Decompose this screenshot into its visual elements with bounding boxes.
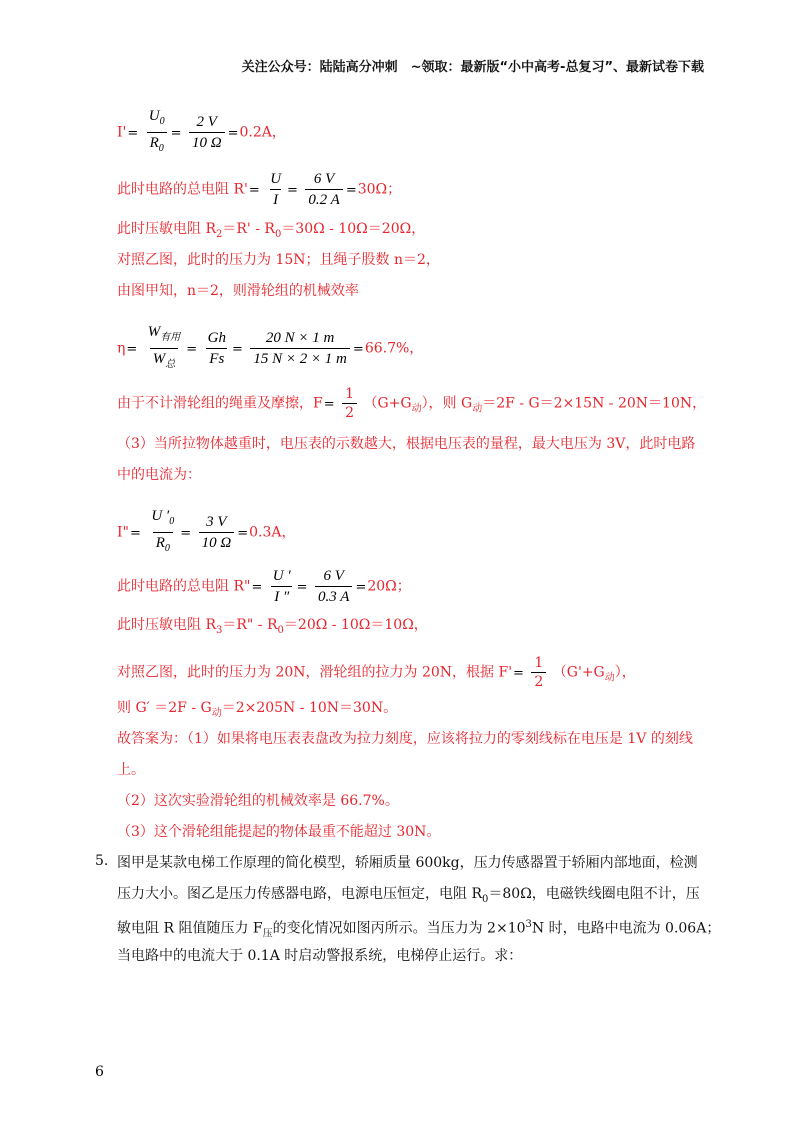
page-number: 6 xyxy=(95,1064,104,1080)
equation-efficiency: η= $\frac{W_{有用}}{W_总}$ = $\frac{Gh}{Fs}$ = $\frac{20 N \times 1 m}{15 N \times 2 \times 1 m}$ =66.7%， xyxy=(117,323,423,374)
question-text: 敏电阻 R 阻值随压力 $F_压$的变化情况如图丙所示。当压力为 $2\times 10^3N$ 时，电路中电流为 0.06A； xyxy=(117,919,721,940)
answer-line: 上。 xyxy=(117,762,145,778)
question-number: 5. xyxy=(95,853,109,869)
text-line: （3）当所拉物体越重时，电压表的示数越大，根据电压表的量程，最大电压为 3V，此时电路 xyxy=(117,436,696,452)
equation-current-i-prime: I'= $\frac{U_0}{R_0}$ = $\frac{2 V}{10 \Omega}$ =0.2A， xyxy=(117,107,286,158)
equation-current-i-double-prime: I"= $\frac{U '_0}{R_0}$ = $\frac{3 V}{10 \Omega}$ =0.3A， xyxy=(117,507,295,558)
page-header: 关注公众号：陆陆高分冲刺 ~领取：最新版“小中高考-总复习”、最新试卷下载 xyxy=(241,60,704,75)
answer-line: （3）这个滑轮组能提起的物体最重不能超过 30N。 xyxy=(117,824,441,840)
equation-total-resistance-2: 此时电路的总电阻 R"= $\frac{U '}{I ''}$ = $\frac{6 V}{0.3 A}$ =20Ω； xyxy=(117,568,411,605)
text-line: 对照乙图，此时的压力为 15N；且绳子股数 n＝2， xyxy=(117,252,440,268)
text-line-pull-force: 对照乙图，此时的压力为 20N，滑轮组的拉力为 20N，根据 F'= $\frac{1}{2}$ $(G'+G_动)$， xyxy=(117,655,636,690)
text-line-pulley-weight: 由于不计滑轮组的绳重及摩擦，F= $\frac{1}{2}$ $(G+G_动)$，则 $G_动=2F$ ‑ G＝2×15N ‑ 20N＝10N， xyxy=(117,386,707,421)
text-line: 中的电流为： xyxy=(117,467,201,483)
equation-total-resistance: 此时电路的总电阻 R'= $\frac{U}{I}$ = $\frac{6 V}{0.2 A}$ =30Ω； xyxy=(117,171,402,208)
text-line: 由图甲知，n＝2，则滑轮组的机械效率 xyxy=(117,283,359,299)
question-text: 压力大小。图乙是压力传感器电路，电源电压恒定，电阻 $R_0=80\Omega$，电磁铁线圈电阻不计，压 xyxy=(117,886,700,905)
question-text: 当电路中的电流大于 0.1A 时启动警报系统，电梯停止运行。求： xyxy=(117,948,523,964)
text-line: 此时压敏电阻 $R_2=R'$ ‑ $R_0=30\Omega$ ‑ 10Ω＝20Ω， xyxy=(117,221,426,240)
question-text: 图甲是某款电梯工作原理的简化模型，轿厢质量 600kg，压力传感器置于轿厢内部地面，检测 xyxy=(117,855,698,871)
text-line: 则 G′ ＝2F ‑ $G_动=2\times 205N$ ‑ 10N＝30N。 xyxy=(117,700,398,719)
answer-line: （2）这次实验滑轮组的机械效率是 66.7%。 xyxy=(117,793,399,809)
answer-line: 故答案为：（1）如果将电压表表盘改为拉力刻度，应该将拉力的零刻线标在电压是 1V 的刻线 xyxy=(117,731,693,747)
text-line: 此时压敏电阻 $R_3=R$" ‑ $R_0=20\Omega$ ‑ 10Ω＝10Ω， xyxy=(117,617,428,636)
